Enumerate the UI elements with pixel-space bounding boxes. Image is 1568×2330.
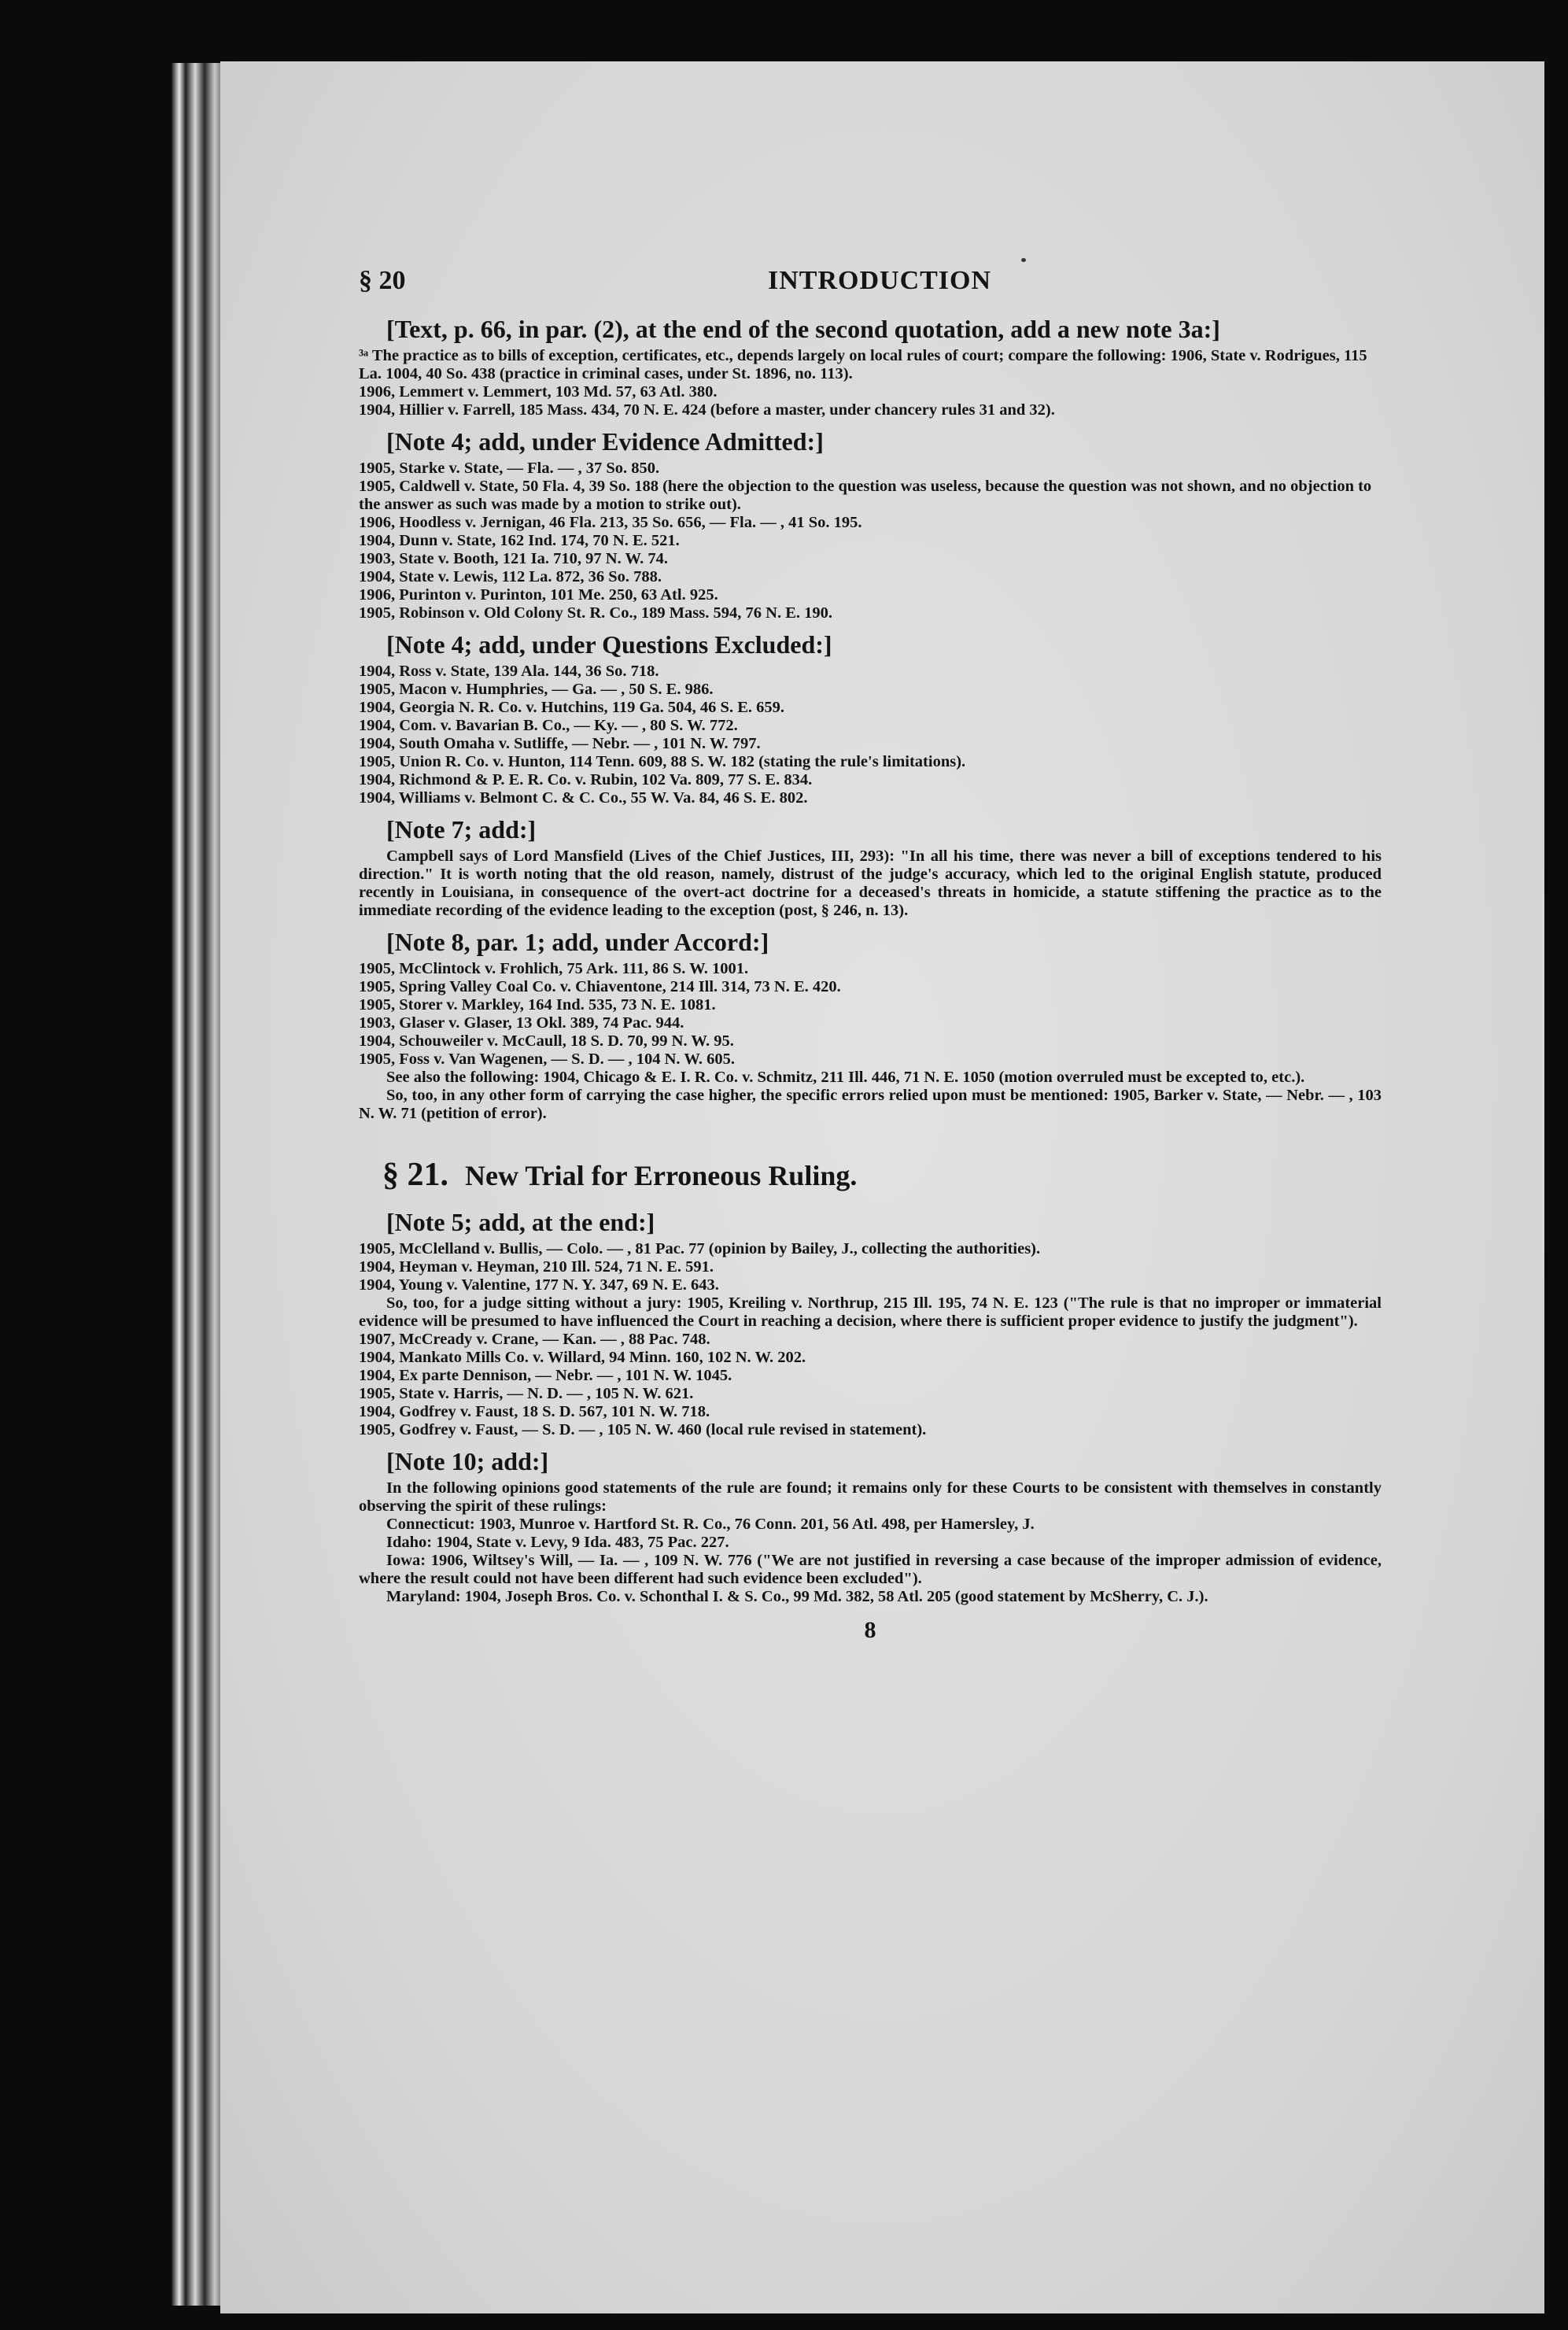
note-instruction: [Note 8, par. 1; add, under Accord:] [386, 928, 769, 956]
note-paragraph: Iowa: 1906, Wiltsey's Will, — Ia. — , 109 N. W. 776 ("We are not justified in reversing a case because of the improper admission of evidence, where the result could not have been different had such evidence been excluded"). [359, 1552, 1382, 1587]
citation-entry: 1904, Schouweiler v. McCaull, 18 S. D. 70, 99 N. W. 95. [359, 1032, 734, 1050]
section-heading [382, 1156, 1382, 1194]
citation-entry: 1904, Godfrey v. Faust, 18 S. D. 567, 101 N. W. 718. [359, 1403, 710, 1420]
citation-entry: 1905, Foss v. Van Wagenen, — S. D. — , 104 N. W. 605. [359, 1051, 736, 1068]
note-paragraph: Maryland: 1904, Joseph Bros. Co. v. Schonthal I. & S. Co., 99 Md. 382, 58 Atl. 205 (good statement by McSherry, C. J.). [386, 1588, 1208, 1605]
citation-entry: 1904, Young v. Valentine, 177 N. Y. 347, 69 N. E. 643. [359, 1276, 719, 1294]
citation-entry: 1904, Ross v. State, 139 Ala. 144, 36 So. 718. [359, 663, 659, 680]
note-paragraph: So, too, in any other form of carrying the case higher, the specific errors relied upon must be mentioned: 1905, Barker v. State, — Nebr. — , 103 N. W. 71 (petition of error). [359, 1087, 1382, 1122]
citation-entry: 1907, McCready v. Crane, — Kan. — , 88 Pac. 748. [359, 1331, 710, 1348]
citation-entry: 1905, Spring Valley Coal Co. v. Chiaventone, 214 Ill. 314, 73 N. E. 420. [359, 978, 841, 995]
note-paragraph: Connecticut: 1903, Munroe v. Hartford St. R. Co., 76 Conn. 201, 56 Atl. 498, per Hamersley, J. [386, 1516, 1035, 1533]
citation-entry: 1903, Glaser v. Glaser, 13 Okl. 389, 74 Pac. 944. [359, 1014, 684, 1032]
note-blocks [359, 315, 1382, 1123]
citation-entry: 1904, Williams v. Belmont C. & C. Co., 55 W. Va. 84, 46 S. E. 802. [359, 789, 808, 807]
citation-entry: 1904, Com. v. Bavarian B. Co., — Ky. — , 80 S. W. 772. [359, 717, 738, 734]
citation-entry: 1905, Caldwell v. State, 50 Fla. 4, 39 So. 188 (here the objection to the question was useless, because the question was not shown, and no objection to the answer as such was made by a motion to strike out). [359, 478, 1372, 513]
page-content [359, 260, 1382, 1644]
note-paragraph: See also the following: 1904, Chicago & E. I. R. Co. v. Schmitz, 211 Ill. 446, 71 N. E. 1050 (motion overruled must be excepted to, etc.). [386, 1069, 1305, 1086]
note-paragraph: In the following opinions good statements of the rule are found; it remains only for these Courts to be consistent with themselves in constantly observing the spirit of these rulings: [359, 1479, 1382, 1515]
note-block [359, 1447, 1382, 1606]
note-block [359, 1208, 1382, 1439]
citation-entry: ³ᵃ The practice as to bills of exception, certificates, etc., depends largely on local rules of court; compare the following: 1906, State v. Rodrigues, 115 La. 1004, 40 So. 438 (practice in criminal cases, under St. 1896, no. 113). [359, 347, 1367, 382]
note-block [359, 427, 1382, 622]
note-block [359, 315, 1382, 419]
citation-entry: 1905, Starke v. State, — Fla. — , 37 So. 850. [359, 460, 660, 477]
note-instruction: [Note 4; add, under Evidence Admitted:] [386, 427, 824, 456]
citation-entry: 1905, McClelland v. Bullis, — Colo. — , 81 Pac. 77 (opinion by Bailey, J., collecting the authorities). [359, 1240, 1041, 1257]
note-instruction: [Text, p. 66, in par. (2), at the end of the second quotation, add a new note 3a:] [386, 315, 1220, 343]
citation-entry: 1904, Hillier v. Farrell, 185 Mass. 434, 70 N. E. 424 (before a master, under chancery rules 31 and 32). [359, 401, 1055, 419]
note-instruction: [Note 10; add:] [386, 1447, 549, 1475]
citation-entry: 1905, Macon v. Humphries, — Ga. — , 50 S. E. 986. [359, 681, 714, 698]
running-head-title: INTRODUCTION [768, 266, 992, 295]
running-head [359, 260, 1382, 307]
citation-entry: 1906, Lemmert v. Lemmert, 103 Md. 57, 63 Atl. 380. [359, 383, 718, 401]
citation-entry: 1905, Godfrey v. Faust, — S. D. — , 105 N. W. 460 (local rule revised in statement). [359, 1421, 927, 1438]
section-title: New Trial for Erroneous Ruling. [465, 1160, 858, 1191]
citation-entry: 1906, Hoodless v. Jernigan, 46 Fla. 213, 35 So. 656, — Fla. — , 41 So. 195. [359, 514, 862, 531]
citation-entry: 1905, Union R. Co. v. Hunton, 114 Tenn. 609, 88 S. W. 182 (stating the rule's limitations). [359, 753, 966, 770]
citation-entry: 1906, Purinton v. Purinton, 101 Me. 250, 63 Atl. 925. [359, 586, 718, 604]
citation-entry: 1904, South Omaha v. Sutliffe, — Nebr. — , 101 N. W. 797. [359, 735, 761, 752]
note-block [359, 928, 1382, 1123]
note-instruction: [Note 4; add, under Questions Excluded:] [386, 630, 832, 659]
page-number: 8 [864, 1617, 876, 1643]
note-block [359, 630, 1382, 807]
note-block [359, 815, 1382, 920]
citation-entry: 1905, State v. Harris, — N. D. — , 105 N. W. 621. [359, 1385, 694, 1402]
citation-entry: 1904, Dunn v. State, 162 Ind. 174, 70 N. E. 521. [359, 532, 680, 549]
citation-entry: 1904, State v. Lewis, 112 La. 872, 36 So. 788. [359, 568, 662, 585]
note-paragraph: Idaho: 1904, State v. Levy, 9 Ida. 483, 75 Pac. 227. [386, 1534, 729, 1551]
section-21-blocks [359, 1208, 1382, 1606]
citation-entry: 1904, Mankato Mills Co. v. Willard, 94 Minn. 160, 102 N. W. 202. [359, 1349, 806, 1366]
citation-entry: 1904, Heyman v. Heyman, 210 Ill. 524, 71 N. E. 591. [359, 1258, 714, 1276]
citation-entry: 1904, Georgia N. R. Co. v. Hutchins, 119 Ga. 504, 46 S. E. 659. [359, 699, 785, 716]
citation-entry: 1905, Robinson v. Old Colony St. R. Co., 189 Mass. 594, 76 N. E. 190. [359, 604, 832, 622]
citation-entry: 1905, McClintock v. Frohlich, 75 Ark. 111, 86 S. W. 1001. [359, 960, 749, 977]
note-instruction: [Note 7; add:] [386, 815, 537, 844]
section-number: § 21. [382, 1157, 448, 1193]
note-paragraph: Campbell says of Lord Mansfield (Lives of the Chief Justices, III, 293): "In all his time, there was never a bill of exceptions tendered to his direction." It is worth noting that the old reason, namely, distrust of the judge's accuracy, which led to the original English statute, produced recently in Louisiana, in consequence of the overt-act doctrine for a deceased's threats in homicide, a statute stiffening the practice as to the immediate recording of the evidence leading to the exception (post, § 246, n. 13). [359, 847, 1382, 919]
book-binding-edge [172, 63, 227, 2306]
citation-entry: 1905, Storer v. Markley, 164 Ind. 535, 73 N. E. 1081. [359, 996, 716, 1014]
citation-entry: 1904, Ex parte Dennison, — Nebr. — , 101 N. W. 1045. [359, 1367, 732, 1384]
running-head-section: § 20 [359, 266, 406, 295]
note-paragraph: So, too, for a judge sitting without a jury: 1905, Kreiling v. Northrup, 215 Ill. 195, 74 N. E. 123 ("The rule is that no improper or immaterial evidence will be presumed to have influenced the Court in reaching a decision, where there is sufficient proper evidence to justify the judgment"). [359, 1294, 1382, 1330]
note-instruction: [Note 5; add, at the end:] [386, 1208, 655, 1236]
citation-entry: 1903, State v. Booth, 121 Ia. 710, 97 N. W. 74. [359, 550, 668, 567]
citation-entry: 1904, Richmond & P. E. R. Co. v. Rubin, 102 Va. 809, 77 S. E. 834. [359, 771, 813, 788]
